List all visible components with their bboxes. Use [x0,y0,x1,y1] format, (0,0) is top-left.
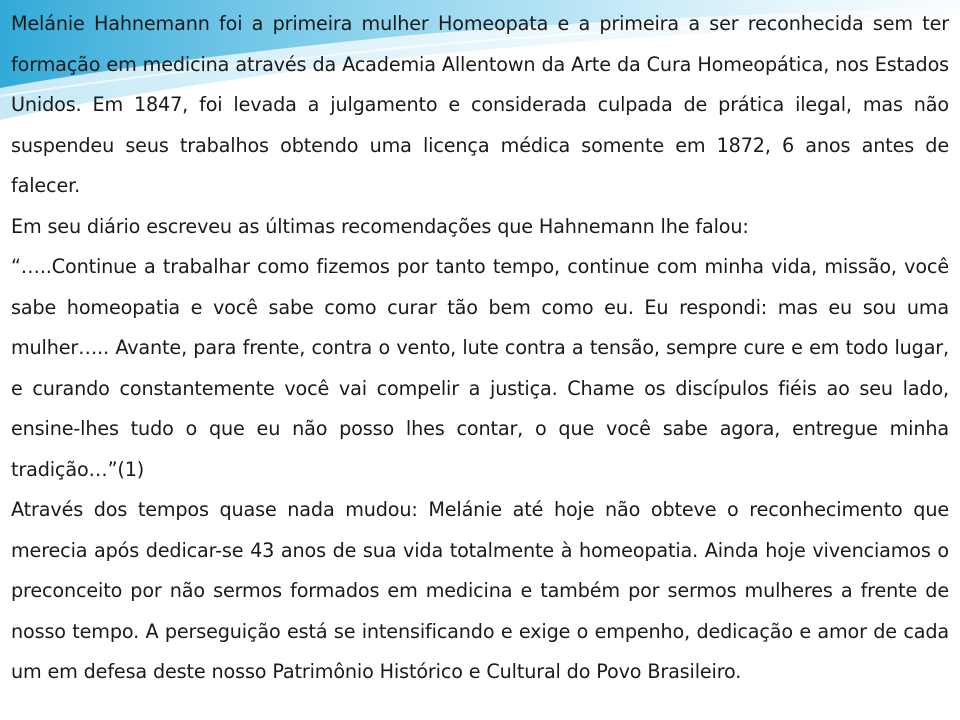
paragraph-diary-lead: Em seu diário escreveu as últimas recomendações que Hahnemann lhe falou: [11,214,749,238]
body-text [11,4,949,693]
paragraph-quote: “…..Continue a trabalhar como fizemos por tanto tempo, continue com minha vida, missão, você sabe homeopatia e você sabe como curar tão bem como eu. Eu respondi: mas eu sou uma mulher….. Avante, para frente, contra o vento, lute contra a tensão, sempre cure e em todo lugar, e curando constantemente você vai compelir a justiça. Chame os discípulos fiéis ao seu lado, ensine-lhes tudo o que eu não posso lhes contar, o que você sabe agora, entregue minha tradição…”(1) [11,255,949,481]
paragraph-conclusion: Através dos tempos quase nada mudou: Melánie até hoje não obteve o reconhecimento que merecia após dedicar-se 43 anos de sua vida totalmente à homeopatia. Ainda hoje vivenciamos o preconceito por não sermos formados em medicina e também por sermos mulheres a frente de nosso tempo. A perseguição está se intensificando e exige o empenho, dedicação e amor de cada um em defesa deste nosso Patrimônio Histórico e Cultural do Povo Brasileiro. [11,498,949,683]
paragraph-intro: Melánie Hahnemann foi a primeira mulher Homeopata e a primeira a ser reconhecida sem ter formação em medicina através da Academia Allentown da Arte da Cura Homeopática, nos Estados Unidos. Em 1847, foi levada a julgamento e considerada culpada de prática ilegal, mas não suspendeu seus trabalhos obtendo uma licença médica somente em 1872, 6 anos antes de falecer. [11,12,949,197]
